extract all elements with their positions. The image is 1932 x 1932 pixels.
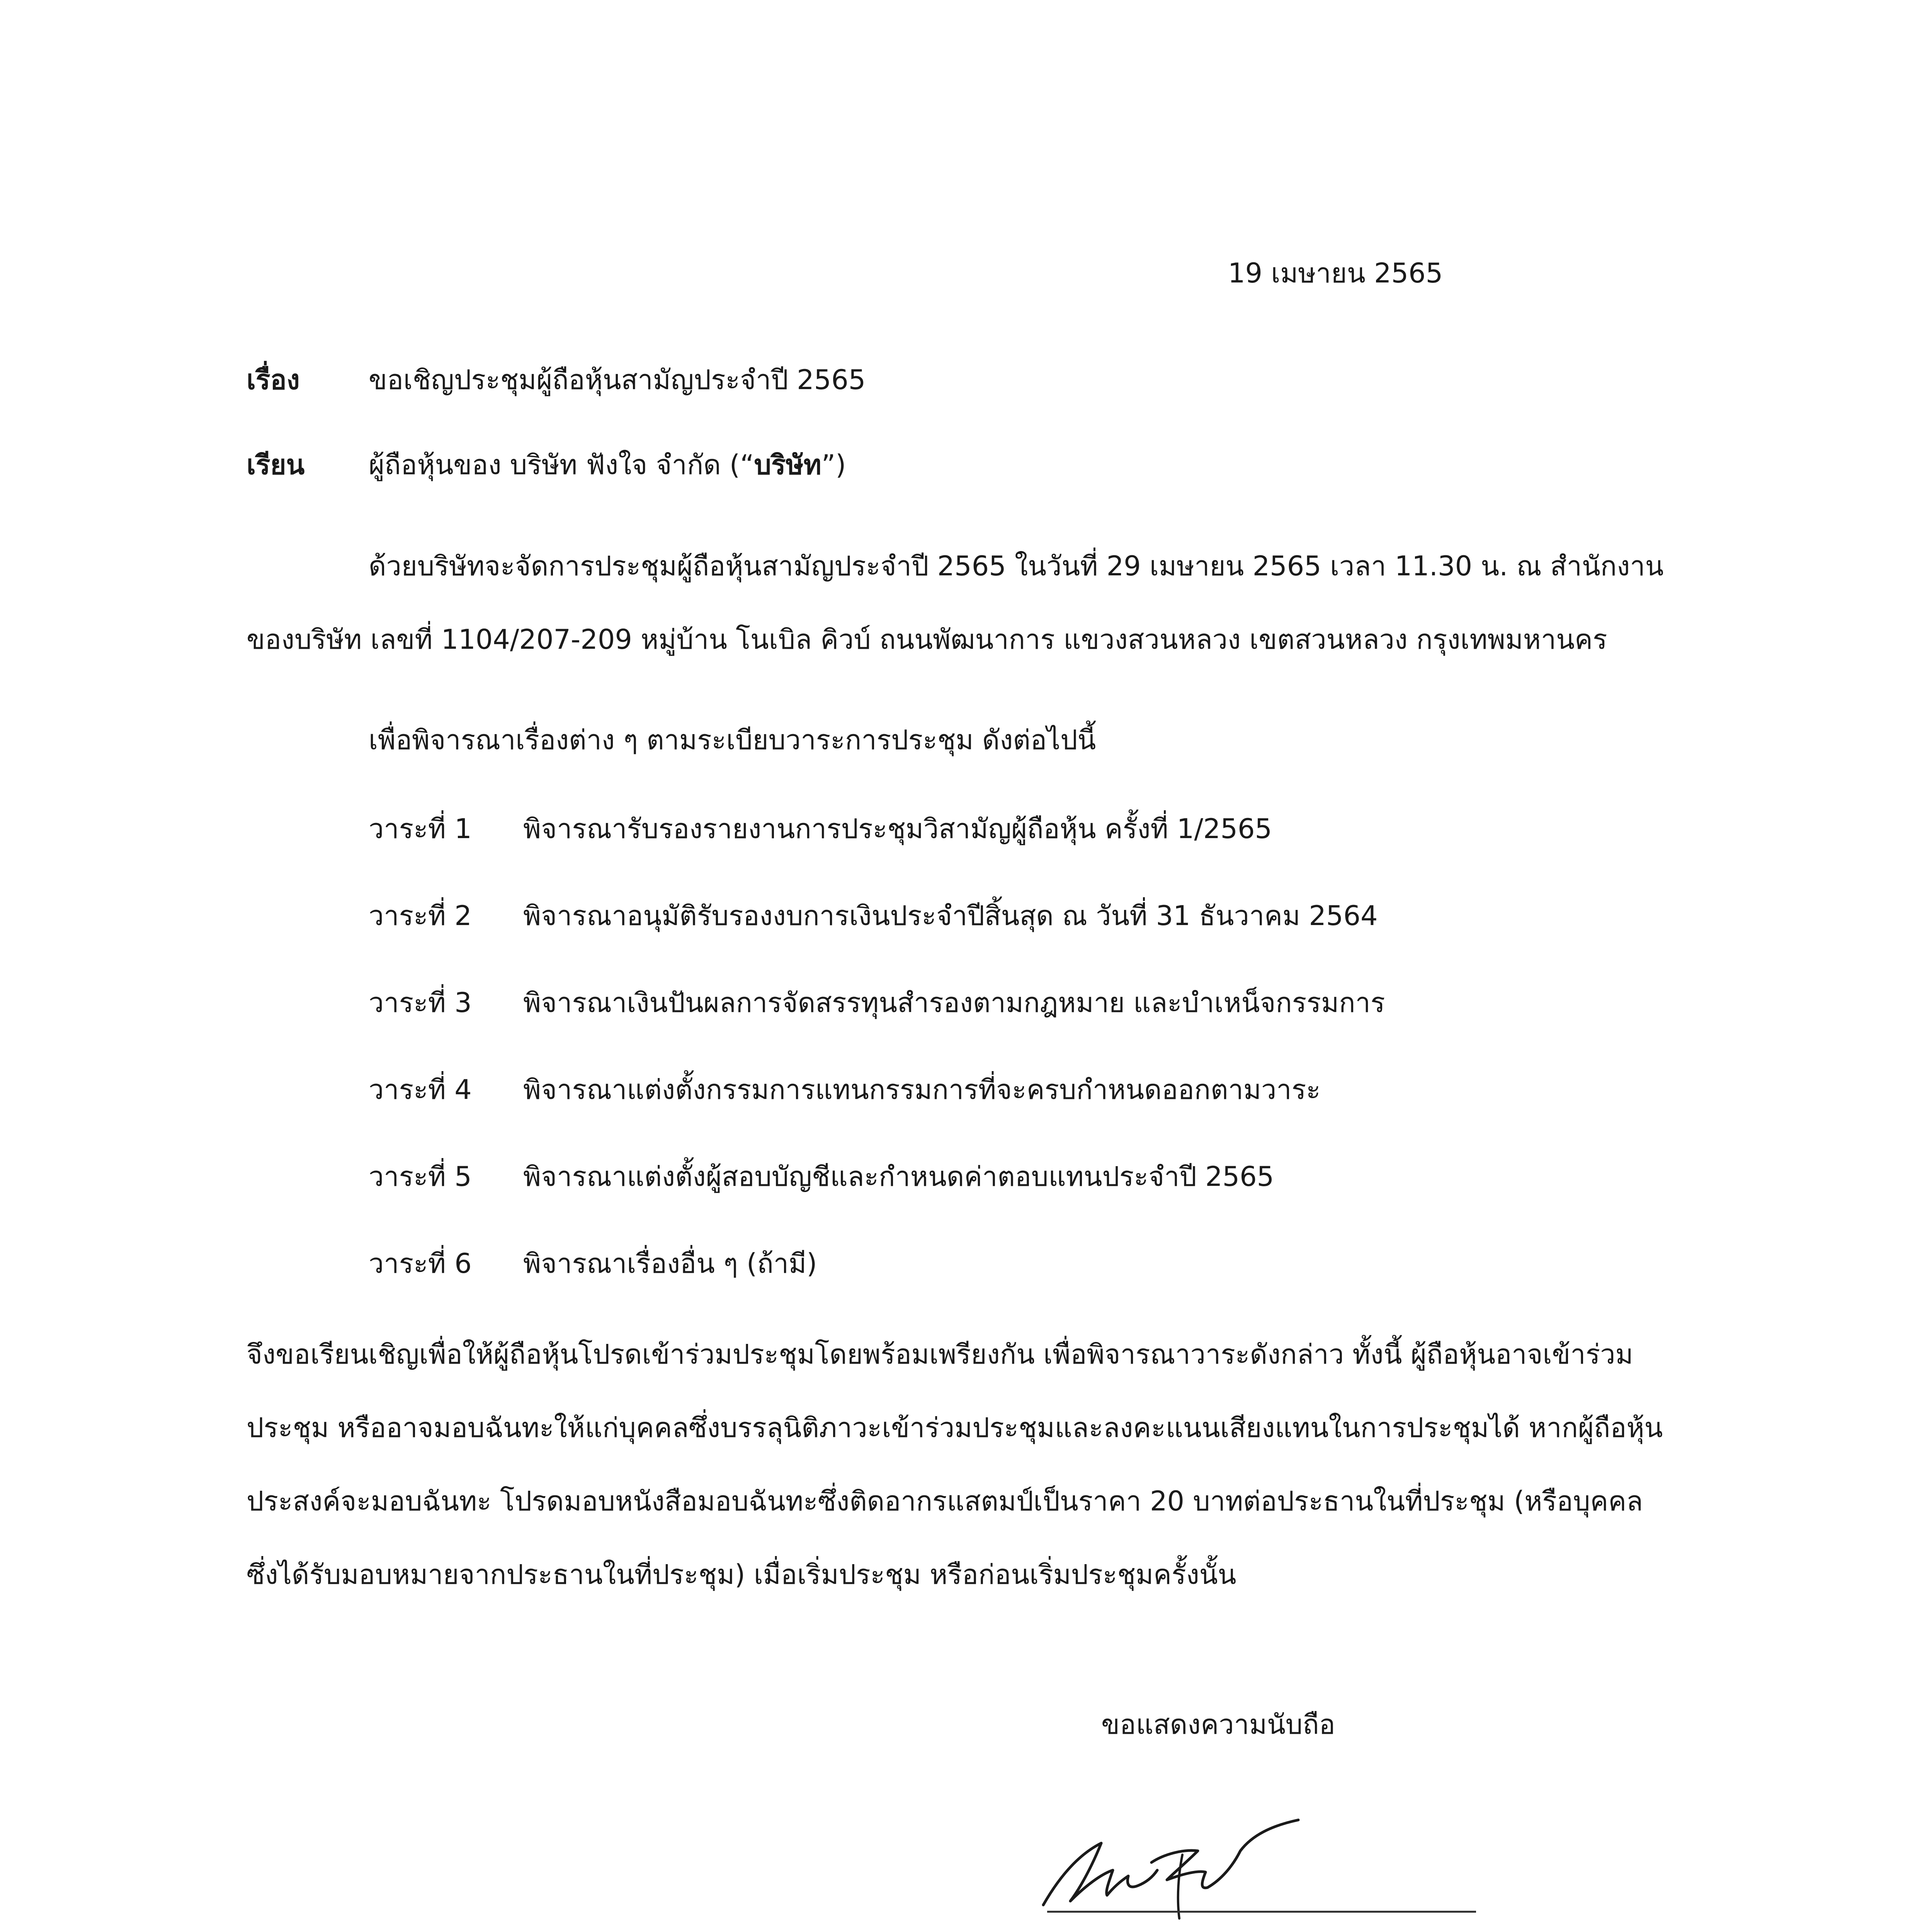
agenda-item-text: พิจารณาแต่งตั้งผู้สอบบัญชีและกำหนดค่าตอบแทนประจำปี 2565 [523, 1161, 1274, 1192]
agenda-item-text: พิจารณาเงินปันผลการจัดสรรทุนสำรองตามกฎหมาย และบำเหน็จกรรมการ [523, 987, 1385, 1019]
agenda-number: วาระที่ 5 [369, 1161, 472, 1192]
invitation-paragraph-line-2: ของบริษัท เลขที่ 1104/207-209 หมู่บ้าน โนเบิล คิวบ์ ถนนพัฒนาการ แขวงสวนหลวง เขตสวนหลวง กรุงเทพมหานคร [247, 624, 1607, 655]
recipient-text-after: ”) [821, 449, 846, 481]
signature-line [1047, 1911, 1476, 1913]
invitation-paragraph-line-1: ด้วยบริษัทจะจัดการประชุมผู้ถือหุ้นสามัญประจำปี 2565 ในวันที่ 29 เมษายน 2565 เวลา 11.30 น. ณ สำนักงาน [369, 550, 1664, 582]
closing-paragraph-line-2: ประชุม หรืออาจมอบฉันทะให้แก่บุคคลซึ่งบรรลุนิติภาวะเข้าร่วมประชุมและลงคะแนนเสียงแทนในการประชุมได้ หากผู้ถือหุ้น [247, 1412, 1663, 1444]
agenda-number: วาระที่ 1 [369, 813, 472, 845]
agenda-item-text: พิจารณาอนุมัติรับรองงบการเงินประจำปีสิ้นสุด ณ วันที่ 31 ธันวาคม 2564 [523, 900, 1378, 932]
closing-paragraph-line-4: ซึ่งได้รับมอบหมายจากประธานในที่ประชุม) เมื่อเริ่มประชุม หรือก่อนเริ่มประชุมครั้งนั้น [247, 1559, 1236, 1590]
agenda-intro: เพื่อพิจารณาเรื่องต่าง ๆ ตามระเบียบวาระการประชุม ดังต่อไปนี้ [369, 724, 1096, 756]
agenda-number: วาระที่ 3 [369, 987, 472, 1019]
recipient-company-short: บริษัท [754, 449, 821, 481]
agenda-item-text: พิจารณารับรองรายงานการประชุมวิสามัญผู้ถือหุ้น ครั้งที่ 1/2565 [523, 813, 1272, 845]
closing-paragraph-line-1: จึงขอเรียนเชิญเพื่อให้ผู้ถือหุ้นโปรดเข้าร่วมประชุมโดยพร้อมเพรียงกัน เพื่อพิจารณาวาระดังกล่าว ทั้งนี้ ผู้ถือหุ้นอาจเข้าร่วม [247, 1338, 1633, 1370]
subject-label: เรื่อง [247, 364, 300, 396]
agenda-number: วาระที่ 2 [369, 900, 472, 932]
complimentary-close: ขอแสดงความนับถือ [1101, 1709, 1335, 1740]
letter-date: 19 เมษายน 2565 [1228, 257, 1443, 289]
agenda-item-text: พิจารณาเรื่องอื่น ๆ (ถ้ามี) [523, 1248, 817, 1279]
handwritten-signature [1036, 1808, 1329, 1924]
closing-paragraph-line-3: ประสงค์จะมอบฉันทะ โปรดมอบหนังสือมอบฉันทะซึ่งติดอากรแสตมป์เป็นราคา 20 บาทต่อประธานในที่ประชุม (หรือบุคคล [247, 1485, 1643, 1517]
recipient-label: เรียน [247, 449, 305, 481]
agenda-number: วาระที่ 4 [369, 1074, 472, 1105]
agenda-item-text: พิจารณาแต่งตั้งกรรมการแทนกรรมการที่จะครบกำหนดออกตามวาระ [523, 1074, 1321, 1105]
recipient-text-before: ผู้ถือหุ้นของ บริษัท ฟังใจ จำกัด (“ [369, 449, 754, 481]
subject-text: ขอเชิญประชุมผู้ถือหุ้นสามัญประจำปี 2565 [369, 364, 866, 396]
recipient-text [369, 449, 846, 481]
agenda-number: วาระที่ 6 [369, 1248, 472, 1279]
